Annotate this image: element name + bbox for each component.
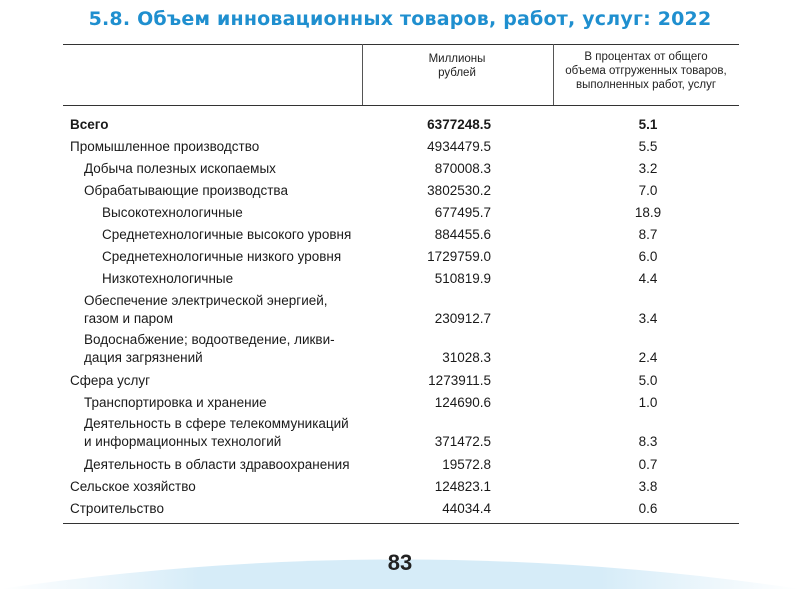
- row-value: 44034.4: [442, 501, 491, 516]
- row-percent: 5.5: [638, 139, 658, 154]
- row-percent: 0.6: [638, 501, 658, 516]
- row-label: Водоснабжение; водоотведение, ликви-: [84, 332, 335, 347]
- table-bottom-rule: [63, 523, 739, 524]
- row-label: Всего: [70, 117, 109, 132]
- row-label-continued: и информационных технологий: [84, 434, 282, 449]
- row-value: 124690.6: [434, 395, 491, 410]
- row-percent: 8.3: [638, 434, 658, 449]
- table-top-rule: [63, 44, 739, 45]
- row-label: Добыча полезных ископаемых: [84, 161, 276, 176]
- row-percent: 1.0: [638, 395, 658, 410]
- row-label: Среднетехнологичные низкого уровня: [102, 249, 342, 264]
- column-header-millions-line1: Миллионы: [428, 53, 486, 65]
- row-label: Сфера услуг: [70, 373, 151, 388]
- row-percent: 2.4: [638, 350, 658, 365]
- row-value: 124823.1: [434, 479, 491, 494]
- row-value: 230912.7: [434, 311, 491, 326]
- row-value: 884455.6: [434, 227, 491, 242]
- row-label: Среднетехнологичные высокого уровня: [102, 227, 352, 242]
- row-value: 4934479.5: [427, 139, 491, 154]
- row-label: Транспортировка и хранение: [84, 395, 267, 410]
- row-label: Низкотехнологичные: [102, 271, 234, 286]
- row-value: 31028.3: [442, 350, 491, 365]
- row-label: Деятельность в области здравоохранения: [84, 457, 350, 472]
- row-label: Строительство: [70, 501, 164, 516]
- row-label-continued: дация загрязнений: [84, 350, 203, 365]
- row-label-continued: газом и паром: [84, 311, 173, 326]
- column-header-percent-line1: В процентах от общего: [584, 51, 708, 63]
- column-header-percent-line3: выполненных работ, услуг: [575, 79, 717, 91]
- table-title: 5.8. Объем инновационных товаров, работ, услуг: 2022: [88, 8, 712, 30]
- row-label: Промышленное производство: [70, 139, 260, 154]
- row-value: 371472.5: [434, 434, 491, 449]
- row-label: Деятельность в сфере телекоммуникаций: [84, 416, 349, 431]
- row-label: Сельское хозяйство: [70, 479, 196, 494]
- row-percent: 6.0: [638, 249, 658, 264]
- row-value: 1729759.0: [427, 249, 491, 264]
- row-value: 19572.8: [442, 457, 491, 472]
- row-label: Высокотехнологичные: [102, 205, 243, 220]
- row-percent: 8.7: [638, 227, 658, 242]
- row-value: 1273911.5: [428, 373, 491, 388]
- column-header-percent: [553, 50, 739, 92]
- row-percent: 0.7: [638, 457, 658, 472]
- row-percent: 18.9: [634, 205, 662, 220]
- row-percent: 3.4: [638, 311, 658, 326]
- column-header-percent-line2: объема отгруженных товаров,: [565, 65, 727, 77]
- row-percent: 7.0: [638, 183, 658, 198]
- row-value: 3802530.2: [427, 183, 491, 198]
- row-value: 6377248.5: [427, 117, 491, 132]
- row-percent: 5.0: [638, 373, 658, 388]
- row-value: 870008.3: [434, 161, 491, 176]
- row-label: Обрабатывающие производства: [84, 183, 288, 198]
- column-header-millions-line2: рублей: [438, 67, 476, 79]
- row-label: Обеспечение электрической энергией,: [84, 293, 328, 308]
- row-percent: 5.1: [638, 117, 658, 132]
- row-percent: 4.4: [638, 271, 658, 286]
- page-number: 83: [387, 550, 413, 575]
- row-percent: 3.2: [638, 161, 658, 176]
- row-percent: 3.8: [638, 479, 658, 494]
- row-value: 510819.9: [434, 271, 491, 286]
- row-value: 677495.7: [434, 205, 491, 220]
- column-header-millions: [362, 52, 552, 80]
- header-bottom-rule: [63, 105, 739, 106]
